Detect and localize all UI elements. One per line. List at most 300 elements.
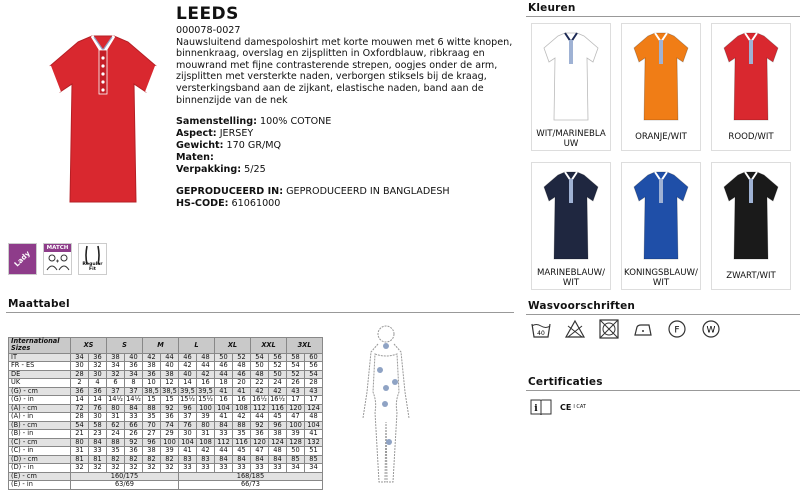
table-cell: 14 bbox=[71, 396, 89, 405]
table-cell: 41 bbox=[305, 430, 323, 439]
row-label: (C) - cm bbox=[9, 438, 71, 447]
product-description: Nauwsluitend damespoloshirt met korte mouwen met 6 witte knopen, binnenkraag, overslag en zijsplitten in Oxfordblauw, ribkraag en mouwrand met fijne contrasterende strepen, oogjes onder de arm, zijsplitten met versterkte naden, verborgen stiksels bij de kraag, versterkingsband aan de zijkant, elastische naden, band aan de binnenzijde van de nek bbox=[176, 36, 513, 106]
table-cell: 34 bbox=[125, 370, 143, 379]
product-image bbox=[48, 32, 158, 208]
table-cell: 50 bbox=[269, 370, 287, 379]
row-label: (E) - in bbox=[9, 481, 71, 490]
row-label: FR - ES bbox=[9, 362, 71, 371]
table-cell: 46 bbox=[215, 362, 233, 371]
table-cell: 96 bbox=[269, 421, 287, 430]
table-cell: 24 bbox=[107, 430, 125, 439]
table-cell: 37 bbox=[125, 387, 143, 396]
table-cell: 26 bbox=[287, 379, 305, 388]
table-header-cell: XL bbox=[215, 338, 251, 354]
table-cell: 38,5 bbox=[144, 386, 159, 395]
table-cell: 33 bbox=[125, 413, 143, 422]
size-table bbox=[8, 337, 323, 490]
product-specs bbox=[176, 116, 516, 176]
table-cell: 124 bbox=[305, 404, 323, 413]
table-cell: 15 bbox=[143, 396, 161, 405]
table-cell: 104 bbox=[215, 404, 233, 413]
table-cell: 42 bbox=[143, 353, 161, 362]
table-cell: 27 bbox=[143, 430, 161, 439]
table-cell: 33 bbox=[251, 464, 269, 473]
table-cell: 50 bbox=[287, 447, 305, 456]
table-cell: 76 bbox=[179, 421, 197, 430]
table-cell: 30 bbox=[89, 370, 107, 379]
table-cell: 32 bbox=[107, 464, 125, 473]
table-cell: 38 bbox=[143, 447, 161, 456]
origin-label: HS-CODE: bbox=[176, 198, 229, 210]
table-cell: 45 bbox=[269, 413, 287, 422]
table-cell: 116 bbox=[269, 404, 287, 413]
table-cell: 56 bbox=[305, 362, 323, 371]
table-cell: 100 bbox=[287, 421, 305, 430]
table-cell: 31 bbox=[107, 413, 125, 422]
table-cell: 38 bbox=[269, 430, 287, 439]
origin-label: GEPRODUCEERD IN: bbox=[176, 186, 284, 198]
table-cell: 4 bbox=[89, 379, 107, 388]
color-name: WIT/MARINEBLAUW bbox=[536, 129, 606, 149]
table-cell: 17 bbox=[287, 396, 305, 405]
wet-clean-w-icon bbox=[700, 318, 722, 340]
table-cell: 44 bbox=[215, 370, 233, 379]
table-cell: 35 bbox=[233, 430, 251, 439]
certs-divider bbox=[526, 390, 800, 391]
table-cell: 84 bbox=[233, 455, 251, 464]
table-cell: 88 bbox=[143, 404, 161, 413]
color-card[interactable] bbox=[531, 162, 611, 290]
table-header-cell: XXL bbox=[251, 338, 287, 354]
table-cell: 36 bbox=[251, 430, 269, 439]
origin-row bbox=[176, 186, 516, 198]
table-cell: 74 bbox=[161, 421, 179, 430]
origin-row bbox=[176, 198, 516, 210]
table-cell: 35 bbox=[107, 447, 125, 456]
table-cell: 6 bbox=[107, 379, 125, 388]
table-cell: 54 bbox=[287, 362, 305, 371]
table-header-row bbox=[9, 338, 323, 354]
color-swatch bbox=[722, 30, 780, 122]
table-cell: 15 bbox=[161, 396, 179, 405]
table-cell: 82 bbox=[161, 455, 179, 464]
table-cell: 22 bbox=[251, 379, 269, 388]
spec-row bbox=[176, 152, 516, 164]
match-badge bbox=[43, 243, 72, 275]
color-swatch bbox=[722, 169, 780, 261]
table-cell: 40 bbox=[161, 362, 179, 371]
table-cell: 72 bbox=[71, 404, 89, 413]
table-cell: 28 bbox=[71, 413, 89, 422]
table-cell: 15½ bbox=[198, 395, 213, 404]
row-label: DE bbox=[9, 370, 71, 379]
table-row bbox=[9, 447, 323, 456]
table-cell: 14½ bbox=[126, 395, 141, 404]
table-cell: 80 bbox=[197, 421, 215, 430]
table-cell: 17 bbox=[305, 396, 323, 405]
row-label: (D) - in bbox=[9, 464, 71, 473]
row-label: (D) - cm bbox=[9, 455, 71, 464]
svg-text:i: i bbox=[534, 404, 538, 414]
table-cell: 21 bbox=[71, 430, 89, 439]
table-cell: 36 bbox=[143, 370, 161, 379]
table-cell: 82 bbox=[107, 455, 125, 464]
spec-row bbox=[176, 164, 516, 176]
table-cell: 84 bbox=[125, 404, 143, 413]
table-cell: 56 bbox=[269, 353, 287, 362]
spec-label: Samenstelling: bbox=[176, 116, 257, 128]
table-cell: 45 bbox=[233, 447, 251, 456]
spec-value: 170 GR/MQ bbox=[226, 140, 282, 152]
colors-heading: Kleuren bbox=[528, 2, 576, 14]
table-cell: 88 bbox=[233, 421, 251, 430]
table-cell: 84 bbox=[89, 438, 107, 447]
row-label: UK bbox=[9, 379, 71, 388]
table-cell: 124 bbox=[269, 438, 287, 447]
table-cell: 8 bbox=[125, 379, 143, 388]
table-cell: 48 bbox=[269, 447, 287, 456]
table-cell: 81 bbox=[71, 455, 89, 464]
table-cell: 46 bbox=[179, 353, 197, 362]
table-cell: 47 bbox=[251, 447, 269, 456]
color-card[interactable] bbox=[711, 23, 791, 151]
table-cell: 30 bbox=[179, 430, 197, 439]
row-label: (A) - cm bbox=[9, 404, 71, 413]
table-cell: 82 bbox=[125, 455, 143, 464]
spec-row bbox=[176, 116, 516, 128]
table-cell: 116 bbox=[233, 438, 251, 447]
table-cell: 112 bbox=[215, 438, 233, 447]
table-cell: 100 bbox=[161, 438, 179, 447]
table-cell: 32 bbox=[107, 370, 125, 379]
table-header-cell: International Sizes bbox=[9, 338, 71, 354]
table-cell: 16 bbox=[233, 396, 251, 405]
table-cell: 104 bbox=[179, 438, 197, 447]
table-header-cell: 3XL bbox=[287, 338, 323, 354]
table-row bbox=[9, 362, 323, 371]
table-cell: 26 bbox=[125, 430, 143, 439]
table-cell: 42 bbox=[233, 413, 251, 422]
table-row bbox=[9, 413, 323, 422]
table-cell: 32 bbox=[143, 464, 161, 473]
spec-value: 100% COTONE bbox=[259, 116, 332, 128]
table-cell: 41 bbox=[215, 413, 233, 422]
table-cell: 34 bbox=[107, 362, 125, 371]
table-cell: 85 bbox=[287, 455, 305, 464]
origin-value: 61061000 bbox=[231, 198, 281, 210]
table-cell: 132 bbox=[305, 438, 323, 447]
table-cell: 39 bbox=[197, 413, 215, 422]
color-card[interactable] bbox=[621, 23, 701, 151]
table-cell: 50 bbox=[215, 353, 233, 362]
table-cell: 112 bbox=[251, 404, 269, 413]
table-cell: 30 bbox=[89, 413, 107, 422]
table-cell: 84 bbox=[215, 455, 233, 464]
table-cell: 40 bbox=[125, 353, 143, 362]
svg-text:40: 40 bbox=[537, 330, 545, 337]
table-cell: 108 bbox=[197, 438, 215, 447]
table-cell: 63/69 bbox=[71, 481, 179, 490]
table-cell: 52 bbox=[233, 353, 251, 362]
table-cell: 33 bbox=[269, 464, 287, 473]
table-cell: 39 bbox=[161, 447, 179, 456]
table-cell: 58 bbox=[89, 421, 107, 430]
table-cell: 16 bbox=[197, 379, 215, 388]
table-cell: 32 bbox=[89, 362, 107, 371]
ce-mark: CE bbox=[560, 402, 572, 412]
table-cell: 96 bbox=[143, 438, 161, 447]
certifications bbox=[530, 398, 586, 416]
table-cell: 43 bbox=[305, 387, 323, 396]
no-bleach-icon bbox=[564, 318, 586, 340]
table-cell: 54 bbox=[71, 421, 89, 430]
table-cell: 44 bbox=[215, 447, 233, 456]
table-cell: 62 bbox=[107, 421, 125, 430]
product-origin bbox=[176, 186, 516, 210]
table-cell: 36 bbox=[125, 362, 143, 371]
regular-fit-badge bbox=[78, 243, 107, 275]
table-cell: 81 bbox=[89, 455, 107, 464]
table-cell: 44 bbox=[197, 362, 215, 371]
table-row bbox=[9, 481, 323, 490]
table-cell: 34 bbox=[71, 353, 89, 362]
color-name: ORANJE/WIT bbox=[635, 132, 687, 142]
product-info bbox=[176, 4, 516, 210]
table-cell: 14½ bbox=[108, 395, 123, 404]
table-cell: 52 bbox=[269, 362, 287, 371]
placket bbox=[569, 40, 573, 64]
row-label: (B) - cm bbox=[9, 421, 71, 430]
table-cell: 104 bbox=[305, 421, 323, 430]
spec-label: Verpakking: bbox=[176, 164, 242, 176]
table-cell: 48 bbox=[251, 370, 269, 379]
product-code: 000078-0027 bbox=[176, 25, 241, 36]
table-cell: 43 bbox=[287, 387, 305, 396]
table-cell: 42 bbox=[197, 370, 215, 379]
svg-text:W: W bbox=[706, 325, 716, 336]
table-cell: 50 bbox=[251, 362, 269, 371]
table-cell: 42 bbox=[269, 387, 287, 396]
table-cell: 83 bbox=[179, 455, 197, 464]
color-swatch bbox=[542, 30, 600, 122]
color-swatch bbox=[542, 169, 600, 261]
table-cell: 12 bbox=[161, 379, 179, 388]
spec-label: Maten: bbox=[176, 152, 214, 164]
table-cell: 18 bbox=[215, 379, 233, 388]
spec-label: Aspect: bbox=[176, 128, 217, 140]
table-cell: 33 bbox=[197, 464, 215, 473]
spec-label: Gewicht: bbox=[176, 140, 224, 152]
placket bbox=[749, 179, 753, 203]
table-cell: 32 bbox=[161, 464, 179, 473]
table-cell: 80 bbox=[71, 438, 89, 447]
table-cell: 47 bbox=[287, 413, 305, 422]
placket bbox=[659, 40, 663, 64]
table-cell: 48 bbox=[233, 362, 251, 371]
table-cell: 52 bbox=[287, 370, 305, 379]
iron-low-icon bbox=[632, 318, 654, 340]
table-cell: 82 bbox=[143, 455, 161, 464]
table-cell: 168/185 bbox=[179, 472, 323, 481]
table-cell: 128 bbox=[287, 438, 305, 447]
table-cell: 44 bbox=[161, 353, 179, 362]
table-cell: 33 bbox=[179, 464, 197, 473]
table-cell: 44 bbox=[251, 413, 269, 422]
table-cell: 88 bbox=[107, 438, 125, 447]
table-cell: 84 bbox=[251, 455, 269, 464]
row-label: (G) - cm bbox=[9, 387, 71, 396]
table-cell: 15½ bbox=[180, 395, 195, 404]
table-row bbox=[9, 464, 323, 473]
wash-divider bbox=[526, 314, 800, 315]
table-header-cell: L bbox=[179, 338, 215, 354]
placket bbox=[659, 179, 663, 203]
table-cell: 41 bbox=[233, 387, 251, 396]
table-cell: 33 bbox=[215, 430, 233, 439]
table-row bbox=[9, 396, 323, 405]
table-cell: 29 bbox=[161, 430, 179, 439]
table-row bbox=[9, 379, 323, 388]
table-cell: 96 bbox=[179, 404, 197, 413]
table-cell: 31 bbox=[197, 430, 215, 439]
table-cell: 92 bbox=[161, 404, 179, 413]
info-book-icon bbox=[530, 398, 552, 416]
table-header-cell: S bbox=[107, 338, 143, 354]
product-badges bbox=[8, 243, 107, 275]
table-cell: 38,5 bbox=[162, 386, 177, 395]
table-cell: 20 bbox=[233, 379, 251, 388]
table-cell: 51 bbox=[305, 447, 323, 456]
table-cell: 28 bbox=[71, 370, 89, 379]
table-cell: 84 bbox=[269, 455, 287, 464]
table-cell: 92 bbox=[251, 421, 269, 430]
table-cell: 32 bbox=[125, 464, 143, 473]
table-cell: 37 bbox=[179, 413, 197, 422]
origin-value: GEPRODUCEERD IN BANGLADESH bbox=[286, 186, 450, 198]
row-label: (B) - in bbox=[9, 430, 71, 439]
color-name: KONINGSBLAUW/WIT bbox=[624, 268, 698, 288]
table-cell: 23 bbox=[89, 430, 107, 439]
table-header-cell: M bbox=[143, 338, 179, 354]
table-cell: 33 bbox=[89, 447, 107, 456]
no-tumble-dry-icon bbox=[598, 318, 620, 340]
wash-40-icon bbox=[530, 318, 552, 340]
table-cell: 36 bbox=[89, 353, 107, 362]
table-cell: 36 bbox=[89, 387, 107, 396]
table-cell: 160/175 bbox=[71, 472, 179, 481]
row-label: (A) - in bbox=[9, 413, 71, 422]
table-cell: 31 bbox=[71, 447, 89, 456]
table-cell: 70 bbox=[143, 421, 161, 430]
certs-heading: Certificaties bbox=[528, 376, 603, 388]
table-cell: 54 bbox=[305, 370, 323, 379]
table-row bbox=[9, 430, 323, 439]
svg-text:F: F bbox=[674, 325, 680, 336]
table-cell: 41 bbox=[215, 387, 233, 396]
body-measurement-figure bbox=[345, 322, 427, 488]
people-icon bbox=[44, 252, 71, 274]
size-chart-divider bbox=[6, 312, 514, 313]
color-name: ZWART/WIT bbox=[726, 271, 776, 281]
table-cell: 35 bbox=[143, 413, 161, 422]
table-cell: 33 bbox=[233, 464, 251, 473]
color-name: ROOD/WIT bbox=[728, 132, 774, 142]
placket bbox=[749, 40, 753, 64]
colors-divider bbox=[526, 16, 800, 17]
table-cell: 37 bbox=[107, 387, 125, 396]
table-cell: 2 bbox=[71, 379, 89, 388]
table-cell: 120 bbox=[251, 438, 269, 447]
spec-row bbox=[176, 128, 516, 140]
size-chart-heading: Maattabel bbox=[8, 298, 70, 310]
spec-row bbox=[176, 140, 516, 152]
table-cell: 38 bbox=[161, 370, 179, 379]
lady-badge-label: Lady bbox=[12, 249, 32, 269]
table-cell: 92 bbox=[125, 438, 143, 447]
table-cell: 46 bbox=[233, 370, 251, 379]
wash-icons bbox=[530, 318, 722, 340]
table-cell: 54 bbox=[251, 353, 269, 362]
row-label: (G) - in bbox=[9, 396, 71, 405]
color-card[interactable] bbox=[531, 23, 611, 151]
table-cell: 42 bbox=[179, 362, 197, 371]
table-cell: 30 bbox=[71, 362, 89, 371]
table-cell: 36 bbox=[71, 387, 89, 396]
table-cell: 120 bbox=[287, 404, 305, 413]
table-cell: 60 bbox=[305, 353, 323, 362]
color-swatch bbox=[632, 30, 690, 122]
table-cell: 39,5 bbox=[198, 386, 213, 395]
table-cell: 42 bbox=[197, 447, 215, 456]
table-cell: 16½ bbox=[270, 395, 285, 404]
spec-value: 5/25 bbox=[244, 164, 266, 176]
fit-badge-label: Regular Fit bbox=[82, 262, 103, 272]
color-name: MARINEBLAUW/WIT bbox=[536, 268, 606, 288]
table-cell: 66/73 bbox=[179, 481, 323, 490]
color-swatch bbox=[632, 169, 690, 261]
table-cell: 10 bbox=[143, 379, 161, 388]
table-cell: 100 bbox=[197, 404, 215, 413]
table-cell: 39,5 bbox=[180, 386, 195, 395]
table-cell: 42 bbox=[251, 387, 269, 396]
table-cell: 16 bbox=[215, 396, 233, 405]
table-cell: 24 bbox=[269, 379, 287, 388]
table-cell: 14 bbox=[179, 379, 197, 388]
color-card[interactable] bbox=[711, 162, 791, 290]
table-cell: 80 bbox=[107, 404, 125, 413]
match-badge-label: MATCH bbox=[44, 244, 71, 252]
table-cell: 32 bbox=[89, 464, 107, 473]
table-cell: 38 bbox=[107, 353, 125, 362]
product-title: LEEDS bbox=[176, 4, 239, 24]
table-cell: 14 bbox=[89, 396, 107, 405]
table-cell: 58 bbox=[287, 353, 305, 362]
table-row bbox=[9, 472, 323, 481]
row-label: (E) - cm bbox=[9, 472, 71, 481]
table-cell: 83 bbox=[197, 455, 215, 464]
table-cell: 85 bbox=[305, 455, 323, 464]
table-cell: 36 bbox=[161, 413, 179, 422]
table-cell: 41 bbox=[179, 447, 197, 456]
row-label: IT bbox=[9, 353, 71, 362]
cat-label: I CAT bbox=[573, 404, 586, 410]
table-header-cell: XS bbox=[71, 338, 107, 354]
table-cell: 48 bbox=[305, 413, 323, 422]
table-cell: 16½ bbox=[252, 395, 267, 404]
table-cell: 34 bbox=[305, 464, 323, 473]
table-cell: 76 bbox=[89, 404, 107, 413]
color-card[interactable] bbox=[621, 162, 701, 290]
